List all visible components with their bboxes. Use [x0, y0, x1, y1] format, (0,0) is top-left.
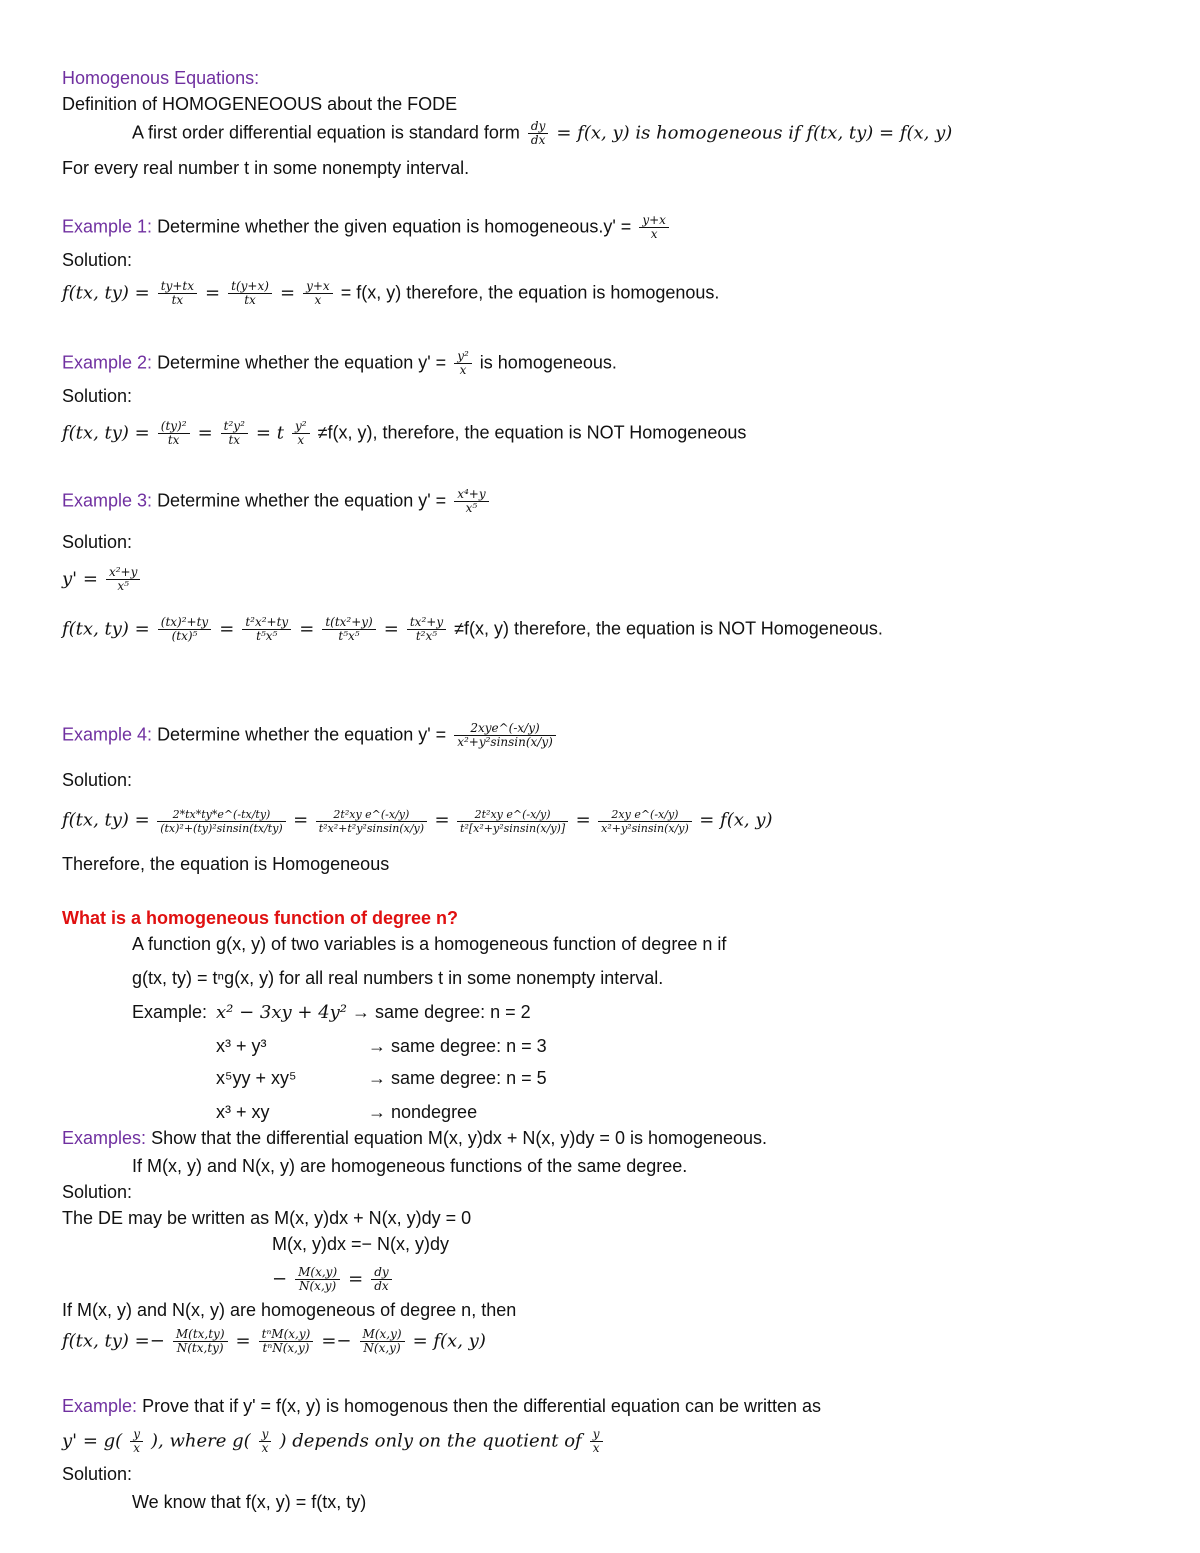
example3-rhs-fraction [454, 488, 488, 515]
example1-tail: = f(x, y) therefore, the equation is homogenous. [340, 282, 720, 303]
definition-text-b: = f(x, y) is homogeneous if f(tx, ty) = f(x, y) [556, 122, 953, 144]
degree-example4-expr: x³ + xy [216, 1102, 270, 1122]
example4-conclusion: Therefore, the equation is Homogeneous [62, 854, 390, 874]
definition-statement [132, 120, 952, 147]
fraction-numerator: y [259, 1428, 272, 1442]
fraction [303, 280, 333, 307]
example3-label: Example 3: [62, 490, 153, 511]
example2-text-end: is homogeneous. [479, 352, 617, 373]
factor-t: = t [255, 422, 284, 444]
fraction [371, 1266, 391, 1293]
fraction-denominator: x [650, 227, 658, 241]
examples-line5: f(tx, ty) =− $\frac{M(tx,ty)}{N(tx,ty)}$ = $\frac{\text{tⁿM(x,y)}}{\text{tⁿN(x,y)}}$ =− $\frac{M(x,y)}{N(x,y)}$ = f(x, y) [62, 1327, 486, 1355]
fraction [259, 1428, 272, 1455]
fraction-denominator: (tx)⁵ [171, 629, 198, 643]
fraction [590, 1428, 603, 1455]
fraction-numerator: y+x [639, 214, 669, 228]
fraction-denominator: t²[x²+y²sinsin(x/y)] [460, 822, 566, 835]
fraction-numerator: t²y² [221, 420, 248, 434]
result: → same degree: n = 2 [352, 1002, 531, 1022]
fraction-numerator: y [590, 1428, 603, 1442]
examples-line2: M(x, y)dx =− N(x, y)dy [272, 1234, 450, 1254]
example3-restate [62, 566, 143, 593]
fraction-denominator: x [297, 433, 305, 447]
fraction [295, 1266, 340, 1293]
fraction-denominator: tx [171, 293, 184, 307]
definition-text-a: A first order differential equation is standard form [132, 122, 520, 143]
expression-part: y' = g( [62, 1430, 123, 1452]
final-example-text: Prove that if y' = f(x, y) is homogenous then the differential equation can be written as [142, 1396, 822, 1416]
fraction-numerator: M(x,y) [360, 1328, 405, 1342]
fraction-denominator: x²+y²sinsin(x/y) [601, 822, 689, 835]
example1-text: Determine whether the given equation is homogeneous.y' = [157, 216, 632, 237]
expression-part: ), where g( [151, 1430, 251, 1452]
fraction-numerator: dy [371, 1266, 391, 1280]
fraction-denominator: t⁵x⁵ [256, 629, 278, 643]
example2-rhs-fraction [454, 350, 472, 377]
example1-label: Example 1: [62, 216, 153, 237]
expression: x² − 3xy + 4y² [216, 1002, 348, 1023]
fraction-numerator: (ty)² [158, 420, 190, 434]
degree-definition-line2: g(tx, ty) = tⁿg(x, y) for all real numbers t in some nonempty interval. [132, 968, 664, 988]
fraction-denominator: t⁵x⁵ [338, 629, 360, 643]
final-example-label: Example: [62, 1396, 138, 1416]
final-example-line2 [62, 1428, 606, 1455]
fraction [322, 616, 375, 643]
fraction-numerator: 2xy e^(-x/y) [598, 808, 692, 822]
fraction-numerator: t(y+x) [228, 280, 272, 294]
result-expression: = f(x, y) [412, 1330, 486, 1352]
definition-title: Definition of HOMOGENEOOUS about the FODE [62, 94, 458, 114]
fraction-denominator: dx [530, 133, 546, 147]
lhs-expression: f(tx, ty) = [62, 282, 150, 304]
fraction-numerator: x²+y [106, 566, 140, 580]
fraction [457, 808, 568, 835]
fraction-numerator: tⁿM(x,y) [259, 1328, 314, 1342]
fraction-numerator: 2t²xy e^(-x/y) [316, 808, 427, 822]
fraction-numerator: ty+tx [158, 280, 197, 294]
fraction [407, 616, 446, 643]
degree-example1-expr [216, 1000, 531, 1025]
examples-line1: The DE may be written as M(x, y)dx + N(x, y)dy = 0 [62, 1208, 472, 1228]
fraction-denominator: x²+y²sinsin(x/y) [457, 735, 553, 749]
fraction [228, 280, 272, 307]
lhs-expression: f(tx, ty) = [62, 618, 150, 640]
expression-part: ) depends only on the quotient of [279, 1430, 582, 1452]
example4-label: Example 4: [62, 724, 153, 745]
example1-solution-label: Solution: [62, 250, 133, 270]
examples-solution-label: Solution: [62, 1182, 133, 1202]
restate-lhs: y' = [62, 568, 98, 590]
fraction-denominator: x [314, 293, 322, 307]
fraction-denominator: x [261, 1441, 269, 1455]
fraction-numerator: tx²+y [407, 616, 446, 630]
fraction [360, 1328, 405, 1355]
fraction-numerator: 2*tx*ty*e^(-tx/ty) [157, 808, 286, 822]
example4-solution-label: Solution: [62, 770, 133, 790]
fraction-denominator: x [592, 1441, 600, 1455]
fraction-denominator: x [133, 1441, 140, 1455]
example2-derivation: f(tx, ty) = $\frac{\text{(ty)²}}{tx}$ = $\frac{\text{t²y²}}{tx}$ = t $\frac{\text{y²}}{x}$ ≠f(x, y), therefore, the equation is NOT Homogeneous [62, 419, 747, 447]
fraction-denominator: tⁿN(x,y) [262, 1341, 310, 1355]
fraction-denominator: dx [374, 1279, 389, 1293]
fraction-denominator: N(x,y) [299, 1279, 337, 1293]
degree-section-title: What is a homogeneous function of degree n? [62, 908, 459, 928]
example3-tail: ≠f(x, y) therefore, the equation is NOT Homogeneous. [454, 618, 883, 639]
lhs-expression: f(tx, ty) = [62, 422, 150, 444]
example2-label: Example 2: [62, 352, 153, 373]
fraction-denominator: tx [244, 293, 256, 307]
degree-example-label: Example: [132, 1002, 208, 1022]
example4-text: Determine whether the equation y' = [157, 724, 447, 745]
example2-solution-label: Solution: [62, 386, 133, 406]
examples-line3 [272, 1266, 395, 1293]
fraction [221, 420, 248, 447]
fraction-numerator: t²x²+ty [242, 616, 291, 630]
example1-question [62, 214, 672, 241]
fraction [106, 566, 140, 593]
fraction-denominator: t²x⁵ [415, 629, 438, 643]
example4-tail: = f(x, y) [699, 809, 773, 831]
minus-sign: − [272, 1268, 288, 1290]
fraction-numerator: M(x,y) [295, 1266, 340, 1280]
example3-question [62, 488, 492, 515]
example3-text: Determine whether the equation y' = [157, 490, 447, 511]
fraction-denominator: x⁵ [465, 501, 478, 515]
dy-dx-fraction [528, 120, 548, 147]
final-example-solution-label: Solution: [62, 1464, 133, 1484]
fraction-denominator: N(x,y) [363, 1341, 401, 1355]
examples-label: Examples: [62, 1128, 147, 1148]
fraction [259, 1328, 314, 1355]
example3-derivation: f(tx, ty) = $\frac{\text{(tx)²+ty}}{\text{(tx)⁵}}$ = $\frac{\text{t²x²+ty}}{\text{t⁵x⁵}}$ = $\frac{\text{t(tx²+y)}}{\text{t⁵x⁵}}$ = $\frac{\text{tx²+y}}{\text{t²x⁵}}$ ≠f(x, y) therefore, the equation is NOT Homogeneous. [62, 615, 883, 643]
fraction-numerator: y² [292, 420, 310, 434]
fraction-denominator: x⁵ [117, 579, 129, 593]
examples-question [62, 1126, 767, 1150]
example2-tail: ≠f(x, y), therefore, the equation is NOT Homogeneous [317, 422, 747, 443]
fraction-numerator: y [130, 1428, 143, 1442]
fraction [242, 616, 291, 643]
examples-line4: If M(x, y) and N(x, y) are homogeneous of degree n, then [62, 1300, 517, 1320]
fraction-numerator: y+x [303, 280, 333, 294]
equals-sign: = [348, 1268, 364, 1290]
fraction [130, 1428, 143, 1455]
fraction-denominator: t²x²+t²y²sinsin(x/y) [318, 822, 425, 835]
degree-example3-result: → same degree: n = 5 [368, 1068, 547, 1088]
fraction [598, 808, 692, 835]
fraction-numerator: 2xye^(-x/y) [454, 722, 556, 736]
fraction [292, 420, 310, 447]
final-example-question [62, 1394, 821, 1418]
fraction-denominator: tx [228, 433, 241, 447]
fraction-numerator: t(tx²+y) [322, 616, 375, 630]
degree-example2-expr: x³ + y³ [216, 1036, 267, 1056]
fraction [158, 616, 211, 643]
fraction-numerator: y² [454, 350, 472, 364]
example1-derivation: f(tx, ty) = $\frac{ty+tx}{tx}$ = $\frac{t(y+x)}{tx}$ = $\frac{y+x}{x}$ = f(x, y) therefore, the equation is homogenous. [62, 279, 720, 307]
example2-question [62, 350, 617, 377]
degree-example3-expr: x⁵yy + xy⁵ [216, 1068, 297, 1088]
fraction-denominator: N(tx,ty) [176, 1341, 224, 1355]
lhs-expression: f(tx, ty) = [62, 809, 150, 831]
example4-question [62, 722, 559, 749]
section-heading: Homogenous Equations: [62, 68, 260, 88]
fraction-denominator: x [459, 363, 467, 377]
examples-condition: If M(x, y) and N(x, y) are homogeneous functions of the same degree. [132, 1156, 688, 1176]
fraction-numerator: dy [528, 120, 548, 134]
example4-rhs-fraction [454, 722, 556, 749]
fraction-numerator: 2t²xy e^(-x/y) [457, 808, 568, 822]
example3-solution-label: Solution: [62, 532, 133, 552]
degree-example4-result: → nondegree [368, 1102, 478, 1122]
fraction [158, 420, 190, 447]
fraction-numerator: (tx)²+ty [158, 616, 211, 630]
definition-interval: For every real number t in some nonempty interval. [62, 158, 470, 178]
degree-definition-line1: A function g(x, y) of two variables is a homogeneous function of degree n if [132, 934, 727, 954]
fraction-numerator: x⁴+y [454, 488, 488, 502]
equals-minus: =− [321, 1330, 352, 1352]
fraction [158, 280, 197, 307]
example4-derivation: f(tx, ty) = $\frac{2*tx*ty*e\^{}(-tx/ty)}{\text{(tx)²+(ty)²sinsin(tx/ty)}}$ = $\frac{\text{2t²xy e\textasciicircum{}(-x/y)}}{\text{t²x²+t²y²sinsin(x/y)}}$ = $\frac{\text{2t²xy e\textasciicircum{}(-x/y)}}{\text{t²[x²+y²sinsin(x/y)]}}$ = $\frac{\text{2xy e\textasciicircum{}(-x/y)}}{\text{x²+y²sinsin(x/y)}}$ = f(x, y) [62, 808, 773, 835]
fraction [157, 808, 286, 835]
degree-example2-result: → same degree: n = 3 [368, 1036, 547, 1056]
example2-text: Determine whether the equation y' = [157, 352, 447, 373]
fraction-numerator: M(tx,ty) [173, 1328, 228, 1342]
examples-text: Show that the differential equation M(x, y)dx + N(x, y)dy = 0 is homogeneous. [151, 1128, 768, 1148]
fraction [316, 808, 427, 835]
final-example-known: We know that f(x, y) = f(tx, ty) [132, 1492, 367, 1512]
example1-rhs-fraction [639, 214, 669, 241]
fraction-denominator: (tx)²+(ty)²sinsin(tx/ty) [160, 822, 283, 835]
fraction-denominator: tx [167, 433, 180, 447]
fraction [173, 1328, 228, 1355]
lhs-expression: f(tx, ty) =− [62, 1330, 165, 1352]
